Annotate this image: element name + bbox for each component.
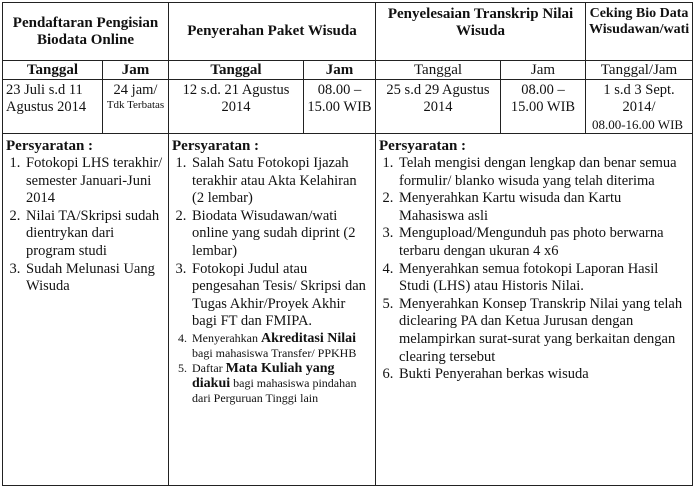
requirements-title-2: Persyaratan : xyxy=(172,138,260,154)
item-text: bagi mahasiswa Transfer/ PPKHB xyxy=(192,345,357,360)
requirements-list-3 xyxy=(379,155,689,384)
tanggal-ceking-line2: 08.00-16.00 WIB xyxy=(591,117,684,132)
list-item: 2. Nilai TA/Skripsi sudah dientrykan dari program studi xyxy=(24,208,165,261)
list-item: 3. Fotokopi Judul atau pengesahan Tesis/ Skripsi dan Tugas Akhir/Proyek Akhir bagi FT dan FMIPA. xyxy=(190,261,372,331)
jam-pendaftaran xyxy=(103,80,169,134)
item-bold-text: Mata Kuliah yang diakui xyxy=(192,360,335,391)
requirements-pendaftaran xyxy=(3,134,169,486)
header-penyerahan: Penyerahan Paket Wisuda xyxy=(169,3,376,61)
subheader-tanggal-jam-4: Tanggal/Jam xyxy=(586,61,693,80)
list-item: 2. Biodata Wisudawan/wati online yang sudah diprint (2 lembar) xyxy=(190,208,372,261)
list-item: 3. Sudah Melunasi Uang Wisuda xyxy=(24,261,165,296)
header-ceking: Ceking Bio Data Wisudawan/wati xyxy=(586,3,693,61)
list-item: 1. Salah Satu Fotokopi Ijazah terakhir atau Akta Kelahiran (2 lembar) xyxy=(190,155,372,208)
item-bold-text: Akreditasi Nilai xyxy=(260,330,357,346)
list-item: 6. Bukti Penyerahan berkas wisuda xyxy=(397,366,689,384)
subheader-jam-1: Jam xyxy=(103,61,169,80)
requirements-list-1 xyxy=(6,155,165,296)
time-row xyxy=(3,80,693,134)
subheader-jam-3: Jam xyxy=(501,61,586,80)
list-item: 1. Fotokopi LHS terakhir/ semester Januari-Juni 2014 xyxy=(24,155,165,208)
requirements-title-1: Persyaratan : xyxy=(6,138,94,154)
tanggal-ceking-line1: 1 s.d 3 Sept. 2014/ xyxy=(603,82,675,115)
subheader-jam-2: Jam xyxy=(304,61,376,80)
subheader-tanggal-2: Tanggal xyxy=(169,61,304,80)
item-text: bagi mahasiswa pindahan dari Perguruan Tinggi lain xyxy=(192,375,357,405)
list-item: 1. Telah mengisi dengan lengkap dan benar semua formulir/ blanko wisuda yang telah diterima xyxy=(397,155,689,190)
requirements-list-2 xyxy=(172,155,372,406)
tanggal-pendaftaran: 23 Juli s.d 11 Agustus 2014 xyxy=(3,80,103,134)
tanggal-ceking xyxy=(586,80,693,134)
tanggal-penyelesaian: 25 s.d 29 Agustus 2014 xyxy=(376,80,501,134)
header-row xyxy=(3,3,693,61)
list-item: 5. Menyerahkan Konsep Transkrip Nilai yang telah diclearing PA dan Ketua Jurusan dengan melampirkan surat-surat yang berkaitan dengan clearing tersebut xyxy=(397,296,689,366)
header-penyelesaian: Penyelesaian Transkrip Nilai Wisuda xyxy=(376,3,586,61)
requirements-title-3: Persyaratan : xyxy=(379,138,467,154)
item-text: Daftar xyxy=(192,360,226,375)
jam-pendaftaran-line2: Tdk Terbatas xyxy=(106,99,165,111)
requirements-penyelesaian xyxy=(376,134,693,486)
requirements-penyerahan xyxy=(169,134,376,486)
subheader-tanggal-3: Tanggal xyxy=(376,61,501,80)
jam-pendaftaran-line1: 24 jam/ xyxy=(113,82,158,98)
subheader-tanggal-1: Tanggal xyxy=(3,61,103,80)
subheader-row xyxy=(3,61,693,80)
jam-penyelesaian: 08.00 – 15.00 WIB xyxy=(501,80,586,134)
tanggal-penyerahan: 12 s.d. 21 Agustus 2014 xyxy=(169,80,304,134)
list-item: 2. Menyerahkan Kartu wisuda dan Kartu Mahasiswa asli xyxy=(397,190,689,225)
header-pendaftaran: Pendaftaran Pengisian Biodata Online xyxy=(3,3,169,61)
item-text: Menyerahkan xyxy=(192,330,261,345)
schedule-table xyxy=(2,2,693,486)
list-item xyxy=(190,331,372,361)
requirements-row xyxy=(3,134,693,486)
list-item: 3. Mengupload/Mengunduh pas photo berwarna terbaru dengan ukuran 4 x6 xyxy=(397,225,689,260)
jam-penyerahan: 08.00 – 15.00 WIB xyxy=(304,80,376,134)
list-item: 4. Menyerahkan semua fotokopi Laporan Hasil Studi (LHS) atau Historis Nilai. xyxy=(397,261,689,296)
list-item xyxy=(190,361,372,406)
